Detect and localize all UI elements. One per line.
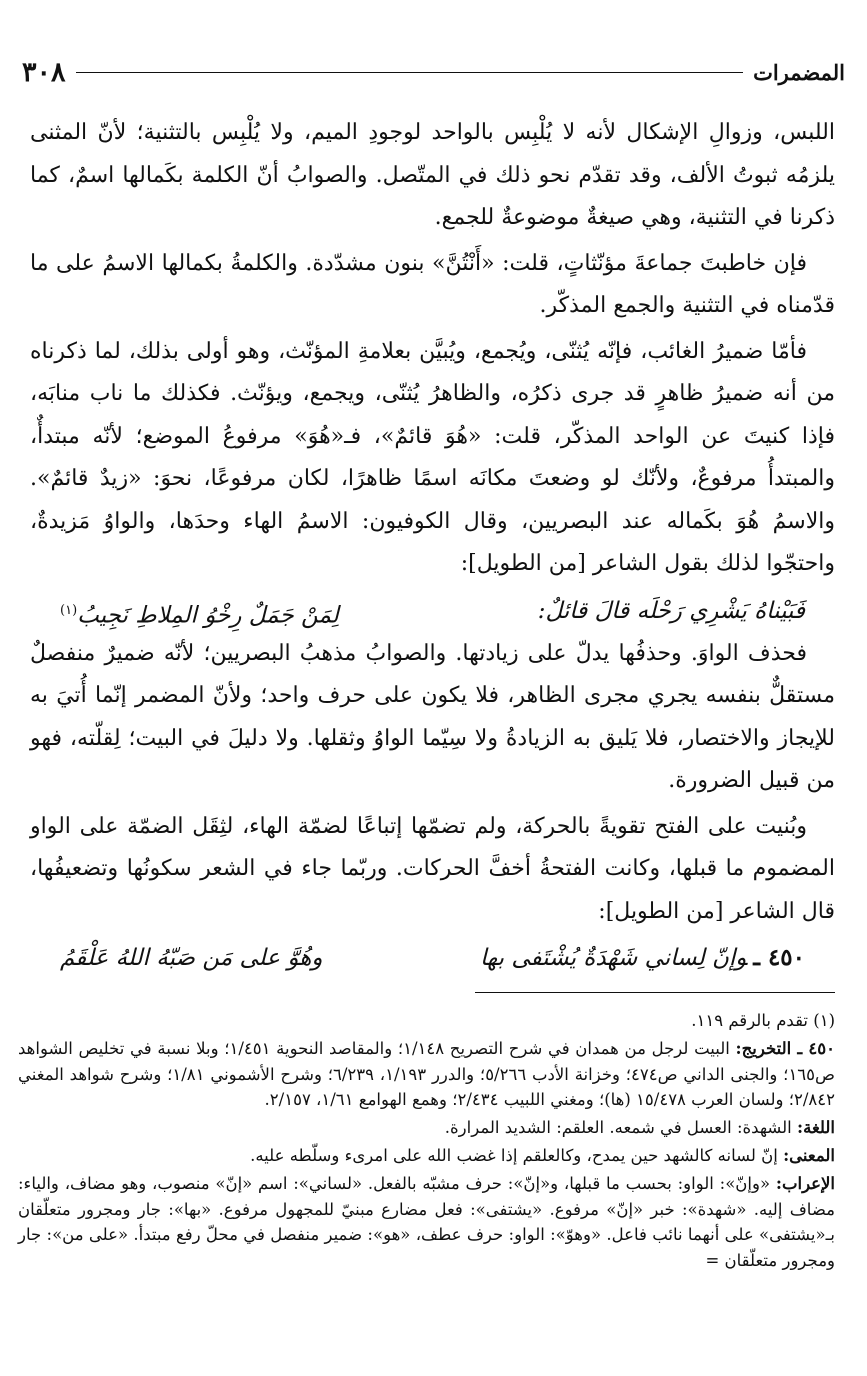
footnote-450-takhrij <box>18 1036 835 1113</box>
footnote-label: اللغة: <box>797 1118 835 1138</box>
footnote-irab <box>18 1171 835 1274</box>
header-rule <box>76 72 744 73</box>
paragraph: اللبس، وزوالِ الإشكال لأنه لا يُلْبِس بالواحد لوجودِ الميم، ولا يُلْبِس بالتثنية؛ لأنّ المثنى يلزمُه ثبوتُ الألف، وقد تقدّم نحو ذلك في المتّصل. والصوابُ أنّ الكلمة بكَمالها اسمٌ، كما ذكرنا في التثنية، وهي صيغةٌ موضوعةٌ للجمع. <box>30 120 835 230</box>
main-text <box>30 112 835 980</box>
verse-first-hemistich <box>480 936 805 980</box>
verse-number: ٤٥٠ ـ <box>753 944 805 971</box>
page-number: ٣٠٨ <box>22 56 66 88</box>
footnote-maana <box>18 1143 835 1169</box>
verse-first-text: وإنّ لِساني شَهْدَةٌ يُشْتَفى بها <box>480 945 748 971</box>
paragraph: وبُنيت على الفتح تقويةً بالحركة، ولم تضمّها إتباعًا لضمّة الهاء، لثِقَل الضمّة على الواو المضموم ما قبلها، وكانت الفتحةُ أخفَّ الحركات. وربّما جاء في الشعر سكونُها وتضعيفُها، قال الشاعر [من الطويل]: <box>30 813 835 924</box>
footnote-separator <box>475 992 835 993</box>
paragraph: فحذف الواوَ. وحذفُها يدلّ على زيادتها. والصوابُ مذهبُ البصريين؛ لأنّه ضميرٌ منفصلٌ مستقلٌّ بنفسه يجري مجرى الظاهر، فلا يكون على حرف واحد؛ ولأنّ المضمر إنّما أُتيَ به للإيجاز والاختصار، فلا يَليق به الزيادةُ ولا سِيّما الواوُ وثقلها. ولا دليلَ في البيت؛ لِقلّته، فهو من قبيل الضرورة. <box>30 640 835 793</box>
chapter-title: المضمرات <box>753 59 845 85</box>
paragraph: فأمّا ضميرُ الغائب، فإنّه يُثنّى، ويُجمع، ويُبيَّن بعلامةِ المؤنّث، وهو أولى بذلك، لما ذكرناه من أنه ضميرُ ظاهرٍ قد جرى ذكرُه، والظاهرُ يُثنّى، ويجمع، ويؤنّث. فكذلك ما ناب منابَه، فإذا كنيتَ عن الواحد المذكّر، قلت: «هُوَ قائمٌ»، فـ«هُوَ» مرفوعُ الموضع؛ لأنّه مبتدأٌ، والمبتدأُ مرفوعٌ، ولأنّك لو وضعتَ مكانَه اسمًا ظاهرًا، لكان مرفوعًا، نحوَ: «زيدٌ قائمٌ». والاسمُ هُوَ بكَماله عند البصريين، وقال الكوفيون: الاسمُ الهاء وحدَها، والواوُ مَزيدةٌ، واحتجّوا لذلك بقول الشاعر [من الطويل]: <box>30 338 835 576</box>
poetry-verse-450 <box>30 936 835 980</box>
footnote-text: البيت لرجل من همدان في شرح التصريح ١/١٤٨؛ والمقاصد النحوية ١/٤٥١؛ وبلا نسبة في تخليص الشواهد ص١٦٥؛ والجنى الداني ص٤٧٤؛ وخزانة الأدب ٥/٢٦٦؛ والدرر ١/١٩٣، ٦/٢٣٩؛ وشرح الأشموني ١/٨١؛ وشرح شواهد المغني ٢/٨٤٢؛ ولسان العرب ١٥/٤٧٨ (ها)؛ ومغني اللبيب ٢/٤٣٤؛ وهمع الهوامع ١/٦١، ٢/١٥٧. <box>18 1038 835 1110</box>
footnote-1: (١) تقدم بالرقم ١١٩. <box>691 1011 835 1030</box>
footnote-text: الشهدة: العسل في شمعه. العلقم: الشديد المرارة. <box>444 1118 792 1138</box>
paragraph: فإن خاطبتَ جماعةَ مؤنّثاتٍ، قلت: «أَنْتُنَّ» بنون مشدّدة. والكلمةُ بكمالها الاسمُ على ما قدّمناه في التثنية والجمع المذكّر. <box>30 250 835 318</box>
verse-second-hemistich: وهُوَّ على مَن صَبّهُ اللهُ عَلْقَمُ <box>60 945 323 971</box>
footnote-lugha <box>18 1115 835 1141</box>
page-header <box>22 52 845 92</box>
footnote-text: «وإنّ»: الواو: بحسب ما قبلها، و«إنّ»: حرف مشبّه بالفعل. «لساني»: اسم «إنّ» منصوب، وهو مضاف، والياء: مضاف إليه. «شهدة»: خبر «إنّ» مرفوع. «يشتفى»: فعل مضارع مبنيّ للمجهول مرفوع. «بها»: جار ومجرور متعلّقان بـ«يشتفى» على أنهما نائب فاعل. «وهوّ»: الواو: حرف عطف، «هو»: ضمير منفصل في محلّ رفع مبتدأ. «على من»: جار ومجرور متعلّقان = <box>18 1173 835 1271</box>
footnote-text: إنّ لسانه كالشهد حين يمدح، وكالعلقم إذا غضب الله على امرىء وسلّطه عليه. <box>250 1145 778 1165</box>
footnote-label: المعنى: <box>783 1145 835 1165</box>
poetry-verse <box>30 589 835 633</box>
verse-second-text: لِمَنْ جَمَلٌ رِخْوُ المِلاطِ نَجِيبُ <box>77 602 339 629</box>
footnote-label: الإعراب: <box>775 1173 836 1193</box>
verse-first-hemistich: فَبَيْناهُ يَشْرِي رَحْلَه قالَ قائلٌ: <box>537 597 805 624</box>
footnotes <box>18 1008 835 1276</box>
footnote-ref: (١) <box>60 602 78 618</box>
verse-second-hemistich <box>60 589 339 633</box>
footnote-label: ٤٥٠ ـ التخريج: <box>735 1038 835 1058</box>
